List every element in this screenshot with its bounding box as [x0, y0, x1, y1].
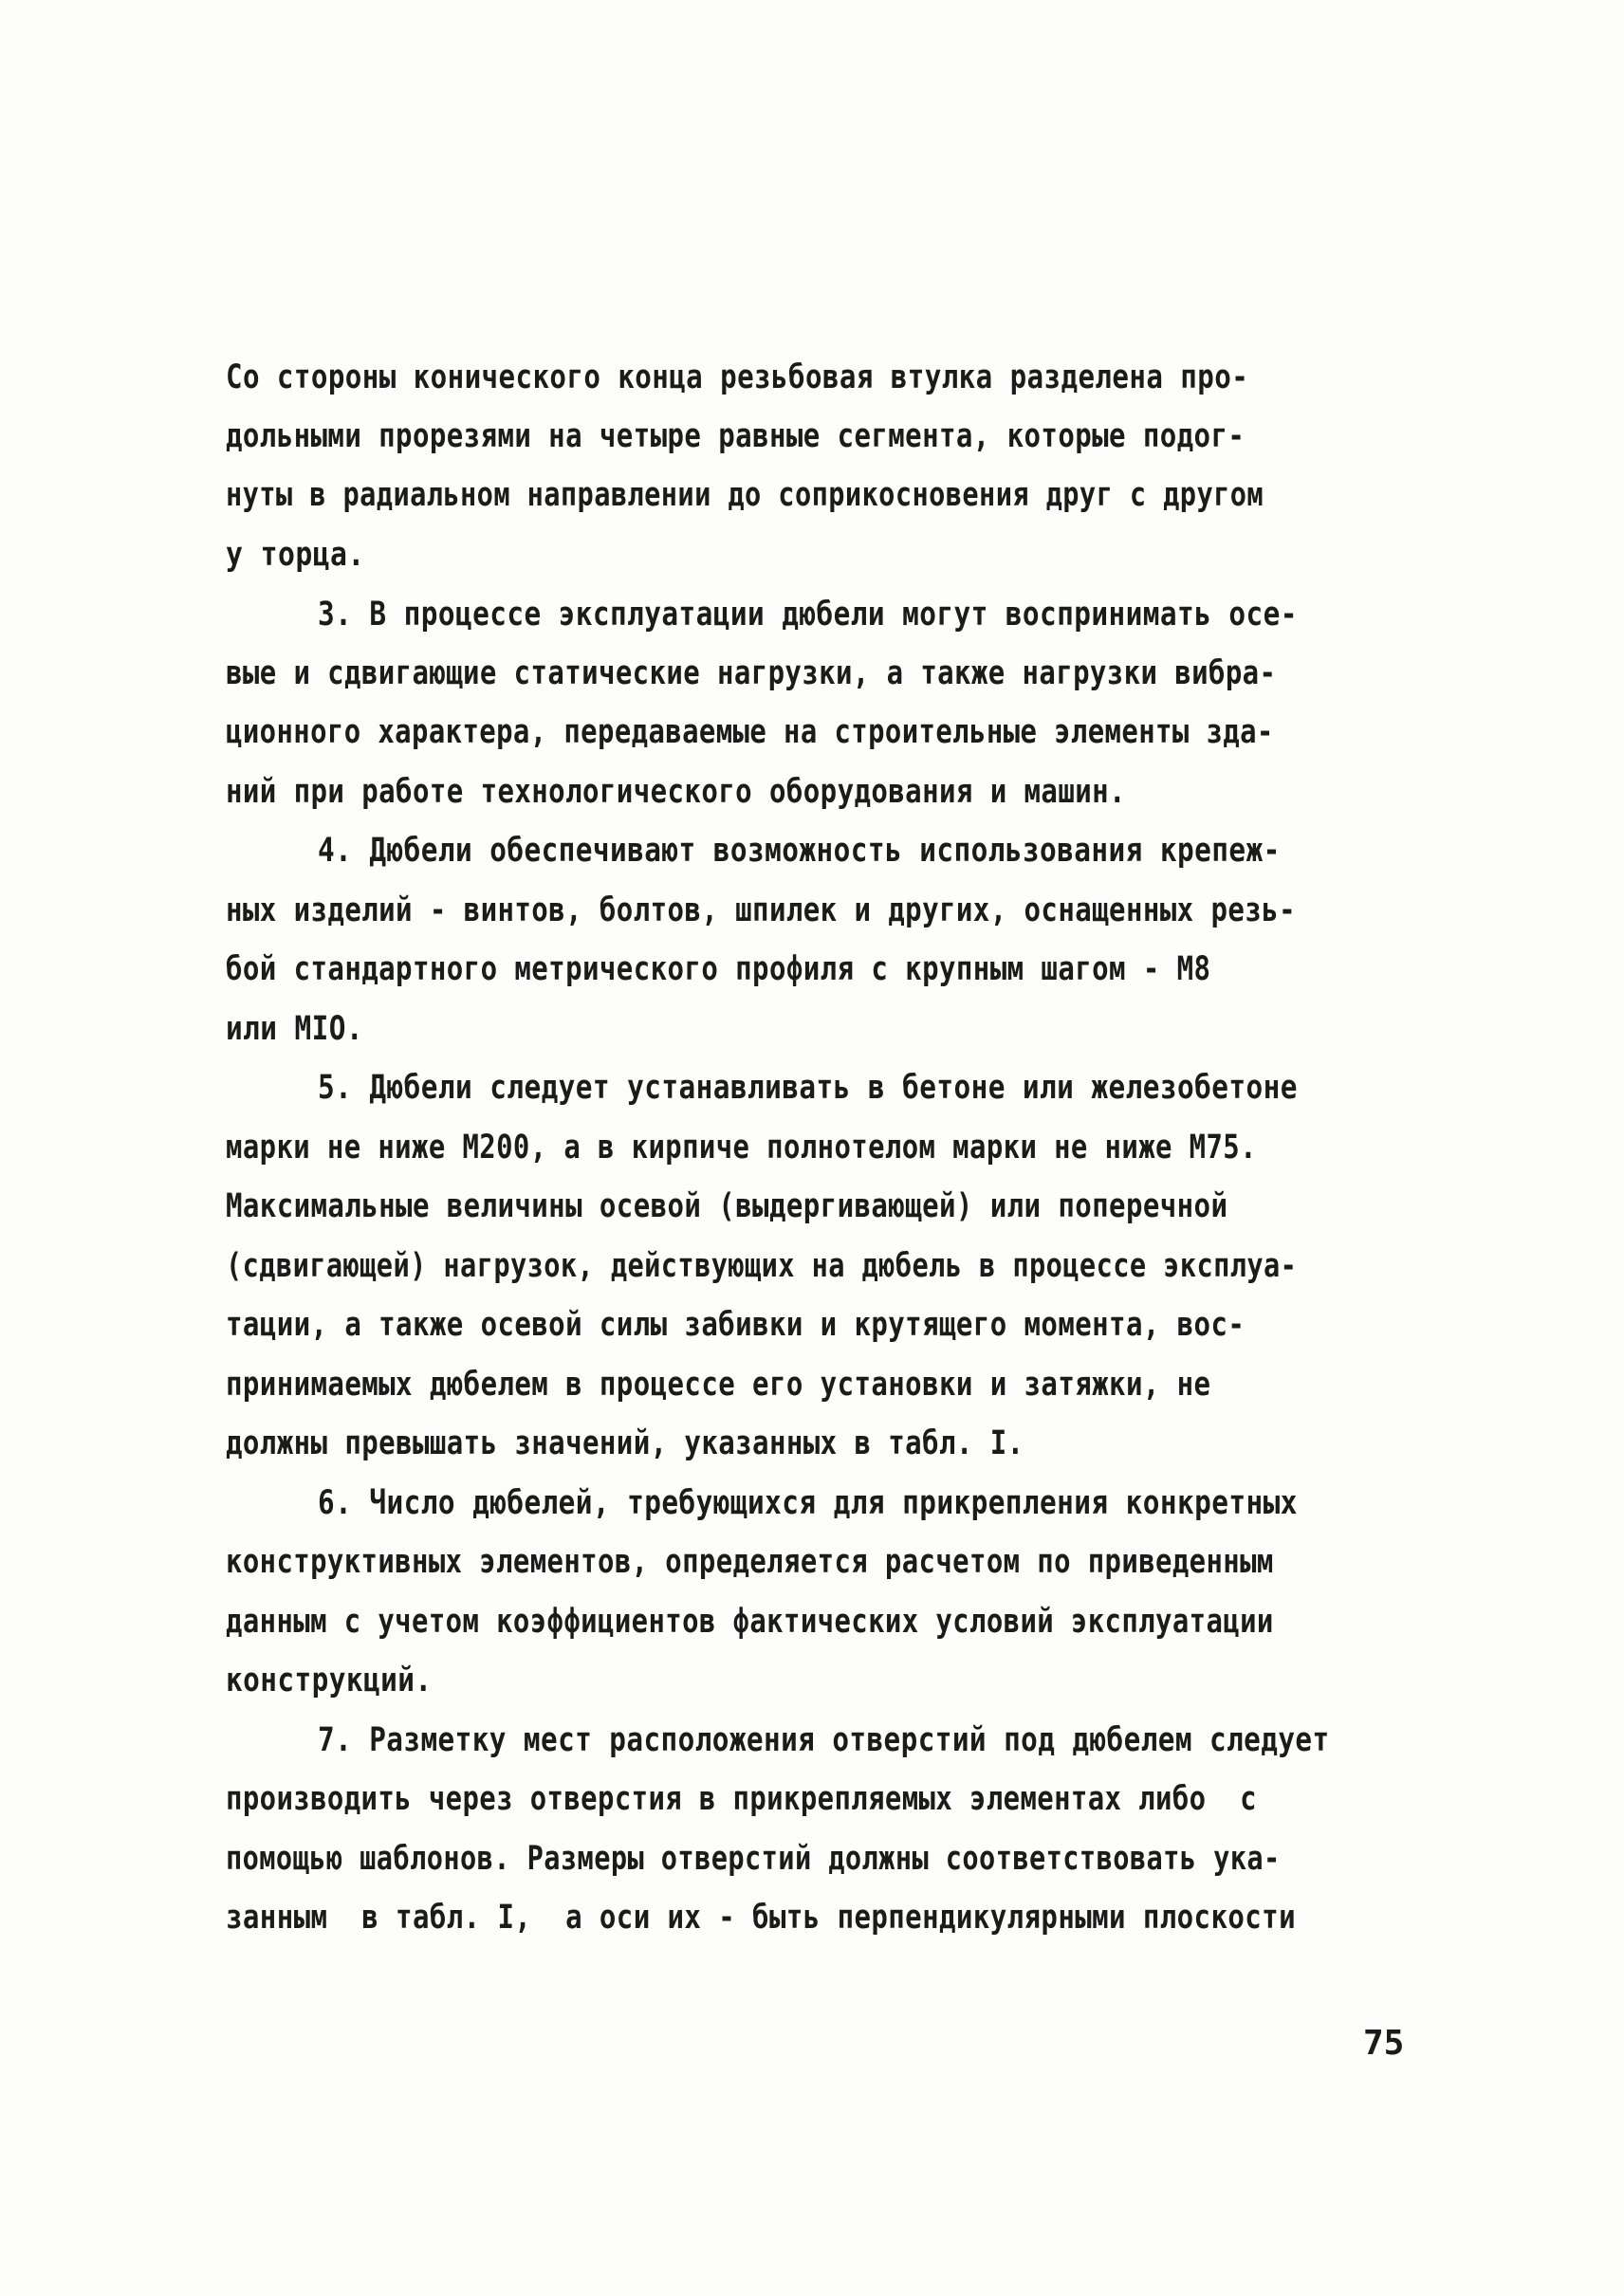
text-line: дольными прорезями на четыре равные сегмента, которые подог-: [226, 417, 1246, 455]
text-line: ционного характера, передаваемые на строительные элементы зда-: [226, 713, 1274, 751]
text-line: 5. Дюбели следует устанавливать в бетоне или железобетоне: [318, 1069, 1298, 1107]
text-line: вые и сдвигающие статические нагрузки, а также нагрузки вибра-: [226, 654, 1277, 692]
text-line: принимаемых дюбелем в процессе его установки и затяжки, не: [226, 1366, 1211, 1404]
text-line: нуты в радиальном направлении до соприкосновения друг с другом: [226, 476, 1264, 514]
text-line: 6. Число дюбелей, требующихся для прикрепления конкретных: [318, 1484, 1298, 1522]
text-line: у торца.: [226, 536, 365, 574]
text-line: данным с учетом коэффициентов фактических условий эксплуатации: [226, 1603, 1274, 1641]
text-line: 4. Дюбели обеспечивают возможность использования крепеж-: [318, 832, 1281, 870]
text-line: ний при работе технологического оборудования и машин.: [226, 773, 1126, 811]
text-line: или МIО.: [226, 1010, 363, 1048]
text-line: ных изделий - винтов, болтов, шпилек и других, оснащенных резь-: [226, 891, 1296, 929]
text-line: марки не ниже М200, а в кирпиче полнотелом марки не ниже М75.: [226, 1129, 1257, 1166]
text-line: 3. В процессе эксплуатации дюбели могут воспринимать осе-: [318, 596, 1298, 634]
page-number: 75: [1363, 2024, 1405, 2063]
text-line: конструктивных элементов, определяется расчетом по приведенным: [226, 1543, 1274, 1581]
text-line: 7. Разметку мест расположения отверстий под дюбелем следует: [318, 1721, 1330, 1759]
text-line: занным в табл. I, а оси их - быть перпендикулярными плоскости: [226, 1899, 1296, 1937]
text-line: Со стороны конического конца резьбовая втулка разделена про-: [226, 358, 1249, 396]
text-line: должны превышать значений, указанных в табл. I.: [226, 1424, 1024, 1462]
text-line: конструкций.: [226, 1662, 433, 1699]
text-line: производить через отверстия в прикрепляемых элементах либо с: [226, 1780, 1257, 1818]
text-line: бой стандартного метрического профиля с крупным шагом - М8: [226, 950, 1211, 988]
text-line: тации, а также осевой силы забивки и крутящего момента, вос-: [226, 1306, 1246, 1344]
text-line: помощью шаблонов. Размеры отверстий должны соответствовать ука-: [226, 1840, 1281, 1878]
text-line: (сдвигающей) нагрузок, действующих на дюбель в процессе эксплуа-: [226, 1247, 1298, 1285]
text-line: Максимальные величины осевой (выдергивающей) или поперечной: [226, 1187, 1228, 1225]
